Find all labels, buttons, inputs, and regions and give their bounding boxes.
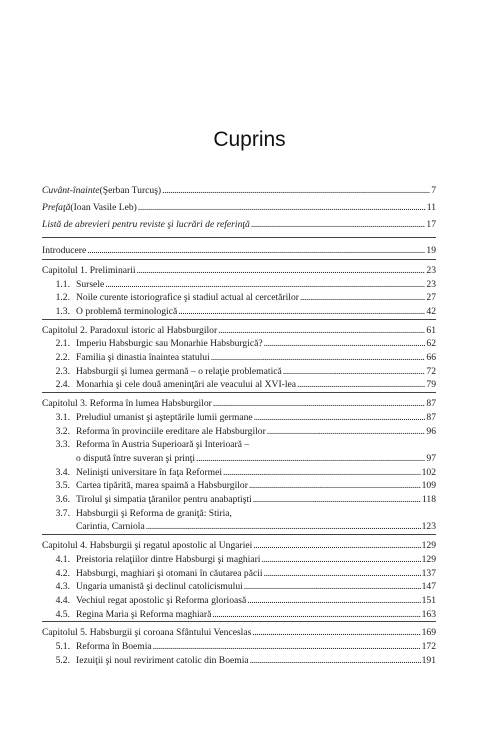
- front-matter-author: (Ioan Vasile Leb): [70, 202, 137, 214]
- section-title: Nelinişti universitare în faţa Reformei: [76, 466, 222, 478]
- section-number: 1.1.: [55, 278, 70, 290]
- toc-entry-section: [42, 507, 436, 520]
- dot-leader: [162, 184, 430, 197]
- section-number: 4.3.: [55, 581, 70, 593]
- section-number: 4.5.: [55, 608, 70, 620]
- section-title: Reforma în provinciile ereditare ale Habsburgilor: [76, 425, 266, 437]
- toc-entry-section: [42, 425, 436, 438]
- page-number: 129: [421, 540, 436, 552]
- page-number: 137: [421, 567, 436, 579]
- dot-leader: [300, 291, 425, 304]
- dot-leader: [250, 654, 421, 667]
- toc-entry-chapter: [42, 264, 436, 277]
- toc-entry-section: [42, 479, 436, 492]
- page-number: 172: [421, 641, 436, 652]
- chapter-title: Capitolul 4. Habsburgii şi regatul apostolic al Ungariei: [42, 540, 253, 552]
- dot-leader: [254, 411, 426, 424]
- page-number: 129: [421, 553, 436, 565]
- section-divider: [42, 534, 436, 535]
- chapter-title: Capitolul 5. Habsburgii şi coroana Sfântului Venceslas: [42, 627, 252, 639]
- page-number: 61: [426, 324, 436, 336]
- dot-leader: [264, 337, 426, 350]
- front-matter-author: (Şerban Turcuş): [99, 185, 162, 196]
- toc-entry-section: [42, 580, 436, 593]
- toc-entry-section: [42, 466, 436, 479]
- page-number: 96: [426, 425, 436, 437]
- page-number: 169: [421, 627, 436, 639]
- dot-leader: [138, 201, 426, 214]
- dot-leader: [213, 397, 426, 410]
- page-number: 23: [426, 264, 436, 276]
- dot-leader: [267, 425, 426, 438]
- chapter-title: Capitolul 1. Preliminarii: [42, 264, 136, 276]
- dot-leader: [253, 493, 421, 506]
- section-title: Monarhia şi cele două ameninţări ale veacului al XVI-lea: [76, 379, 297, 391]
- page-number: 87: [426, 398, 436, 410]
- page-number: 191: [421, 654, 436, 666]
- section-title: Ungaria umanistă şi declinul catolicismului: [76, 581, 243, 593]
- dot-leader: [137, 264, 426, 277]
- toc-entry-section: [42, 438, 436, 451]
- section-divider: [42, 259, 436, 260]
- dot-leader: [87, 244, 425, 257]
- section-number: 4.4.: [55, 594, 70, 606]
- section-title: Iezuiţii şi noul reviriment catolic din Boemia: [76, 654, 249, 666]
- toc-entry-section: [42, 608, 436, 621]
- section-number: 3.4.: [55, 466, 70, 478]
- toc-entry-section: [42, 594, 436, 607]
- page-number: 79: [426, 379, 436, 391]
- section-number: 3.7.: [55, 507, 70, 519]
- section-number: 3.2.: [55, 425, 70, 437]
- page-number: 62: [426, 338, 436, 350]
- dot-leader: [297, 378, 425, 391]
- section-number: 4.1.: [55, 553, 70, 565]
- dot-leader: [211, 351, 426, 364]
- toc-entry-chapter: [42, 539, 436, 552]
- section-title: Familia şi dinastia înaintea statului: [76, 352, 210, 363]
- section-title: Preludiul umanist şi aşteptările lumii germane: [76, 411, 253, 423]
- toc-entry-section: [42, 291, 436, 304]
- dot-leader: [252, 626, 420, 639]
- section-title: Reforma în Boemia: [76, 641, 152, 652]
- dot-leader: [218, 324, 425, 337]
- page-number: 42: [426, 305, 436, 317]
- toc-entry-chapter: [42, 397, 436, 410]
- page-number: 19: [426, 245, 436, 257]
- toc-entry-section: [42, 278, 436, 291]
- section-number: 5.2.: [55, 654, 70, 666]
- section-title: Preistoria relaţiilor dintre Habsburgi şi maghiari: [76, 553, 261, 565]
- section-title: Reforma în Austria Superioară şi Interioară –: [76, 439, 250, 451]
- chapter-title: Capitolul 3. Reforma în lumea Habsburgilor: [42, 398, 212, 410]
- dot-leader: [196, 452, 425, 465]
- section-title: Sursele: [76, 278, 105, 290]
- section-title: Noile curente istoriografice şi stadiul actual al cercetărilor: [76, 292, 299, 304]
- section-divider: [42, 621, 436, 622]
- section-title: Habsburgi, maghiari şi otomani în căutarea păcii: [76, 567, 263, 579]
- page-number: 23: [426, 278, 436, 290]
- dot-leader: [264, 567, 421, 580]
- section-title: Habsburgii şi Reforma de graniţă: Stiria,: [76, 507, 232, 519]
- chapter-title: Capitolul 2. Paradoxul istoric al Habsburgilor: [42, 324, 218, 336]
- front-matter-title: Listă de abrevieri pentru reviste şi lucrări de referinţă: [42, 219, 250, 231]
- section-number: 3.5.: [55, 480, 70, 492]
- dot-leader: [249, 479, 421, 492]
- toc-entry-front: [42, 184, 436, 197]
- toc-entry-front: [42, 201, 436, 214]
- section-number: 1.3.: [55, 305, 70, 317]
- section-number: 3.3.: [55, 439, 70, 451]
- section-title: Tirolul şi simpatia ţăranilor pentru anabaptişti: [76, 494, 252, 505]
- page-number: 66: [426, 352, 436, 363]
- front-matter-title: Prefaţă: [42, 202, 71, 214]
- dot-leader: [261, 553, 420, 566]
- toc-entry-chapter: [42, 324, 436, 337]
- section-number: 2.3.: [55, 365, 70, 377]
- dot-leader: [247, 594, 420, 607]
- section-title: Imperiu Habsburgic sau Monarhie Habsburgică?: [76, 338, 263, 350]
- toc-entry-section: [42, 337, 436, 350]
- dot-leader: [253, 539, 420, 552]
- dot-leader: [251, 218, 426, 231]
- page-number: 97: [426, 452, 436, 464]
- toc-entry-front: [42, 218, 436, 231]
- section-title: o dispută între suveran şi prinţi: [76, 452, 196, 464]
- section-divider: [42, 237, 436, 238]
- toc-entry-section: [42, 365, 436, 378]
- toc-entry-section: [42, 411, 436, 424]
- page-number: 151: [421, 594, 436, 606]
- section-number: 1.2.: [55, 292, 70, 304]
- toc-entry-section: [42, 567, 436, 580]
- section-number: 3.1.: [55, 411, 70, 423]
- page-number: 118: [421, 494, 436, 505]
- page-number: 109: [421, 480, 436, 492]
- section-number: 2.1.: [55, 338, 70, 350]
- page-number: 11: [426, 202, 436, 214]
- toc-entry-section: [42, 452, 436, 465]
- page-number: 163: [421, 608, 436, 620]
- toc-entry-section: [42, 520, 436, 533]
- page-number: 27: [426, 292, 436, 304]
- page-title: Cuprins: [213, 128, 286, 151]
- section-divider: [42, 392, 436, 393]
- intro-label: Introducere: [42, 245, 87, 257]
- page-number: 87: [426, 411, 436, 423]
- dot-leader: [153, 640, 421, 653]
- page-number: 147: [421, 581, 436, 593]
- toc-entry-section: [42, 378, 436, 391]
- dot-leader: [146, 520, 421, 533]
- toc-entry-section: [42, 305, 436, 318]
- toc-entry-section: [42, 640, 436, 653]
- dot-leader: [105, 278, 425, 291]
- toc-entry-chapter: [42, 626, 436, 639]
- section-title: Regina Maria şi Reforma maghiară: [76, 608, 212, 620]
- dot-leader: [244, 580, 421, 593]
- section-number: 2.4.: [55, 379, 70, 391]
- page-number: 72: [426, 365, 436, 377]
- toc-entry-intro: [42, 244, 436, 257]
- toc-entry-section: [42, 351, 436, 364]
- section-title: Vechiul regat apostolic şi Reforma glorioasă: [76, 594, 247, 606]
- section-title: O problemă terminologică: [76, 305, 178, 317]
- section-divider: [42, 319, 436, 320]
- dot-leader: [178, 305, 425, 318]
- section-title: Habsburgii şi lumea germană – o relaţie problematică: [76, 365, 282, 377]
- section-number: 3.6.: [55, 494, 70, 505]
- section-number: 2.2.: [55, 352, 70, 363]
- page-number: 102: [421, 466, 436, 478]
- page-number: 17: [426, 219, 436, 231]
- section-title: Cartea tipărită, marea spaimă a Habsburgilor: [76, 480, 248, 492]
- toc-entry-section: [42, 493, 436, 506]
- dot-leader: [283, 365, 426, 378]
- page-number: 7: [431, 185, 436, 196]
- section-number: 4.2.: [55, 567, 70, 579]
- page-number: 123: [421, 521, 436, 533]
- toc-entry-section: [42, 553, 436, 566]
- toc-entry-section: [42, 654, 436, 667]
- dot-leader: [212, 608, 420, 621]
- section-title: Carintia, Carniola: [76, 521, 145, 533]
- dot-leader: [223, 466, 421, 479]
- section-number: 5.1.: [55, 641, 70, 652]
- front-matter-title: Cuvânt-înainte: [42, 185, 100, 196]
